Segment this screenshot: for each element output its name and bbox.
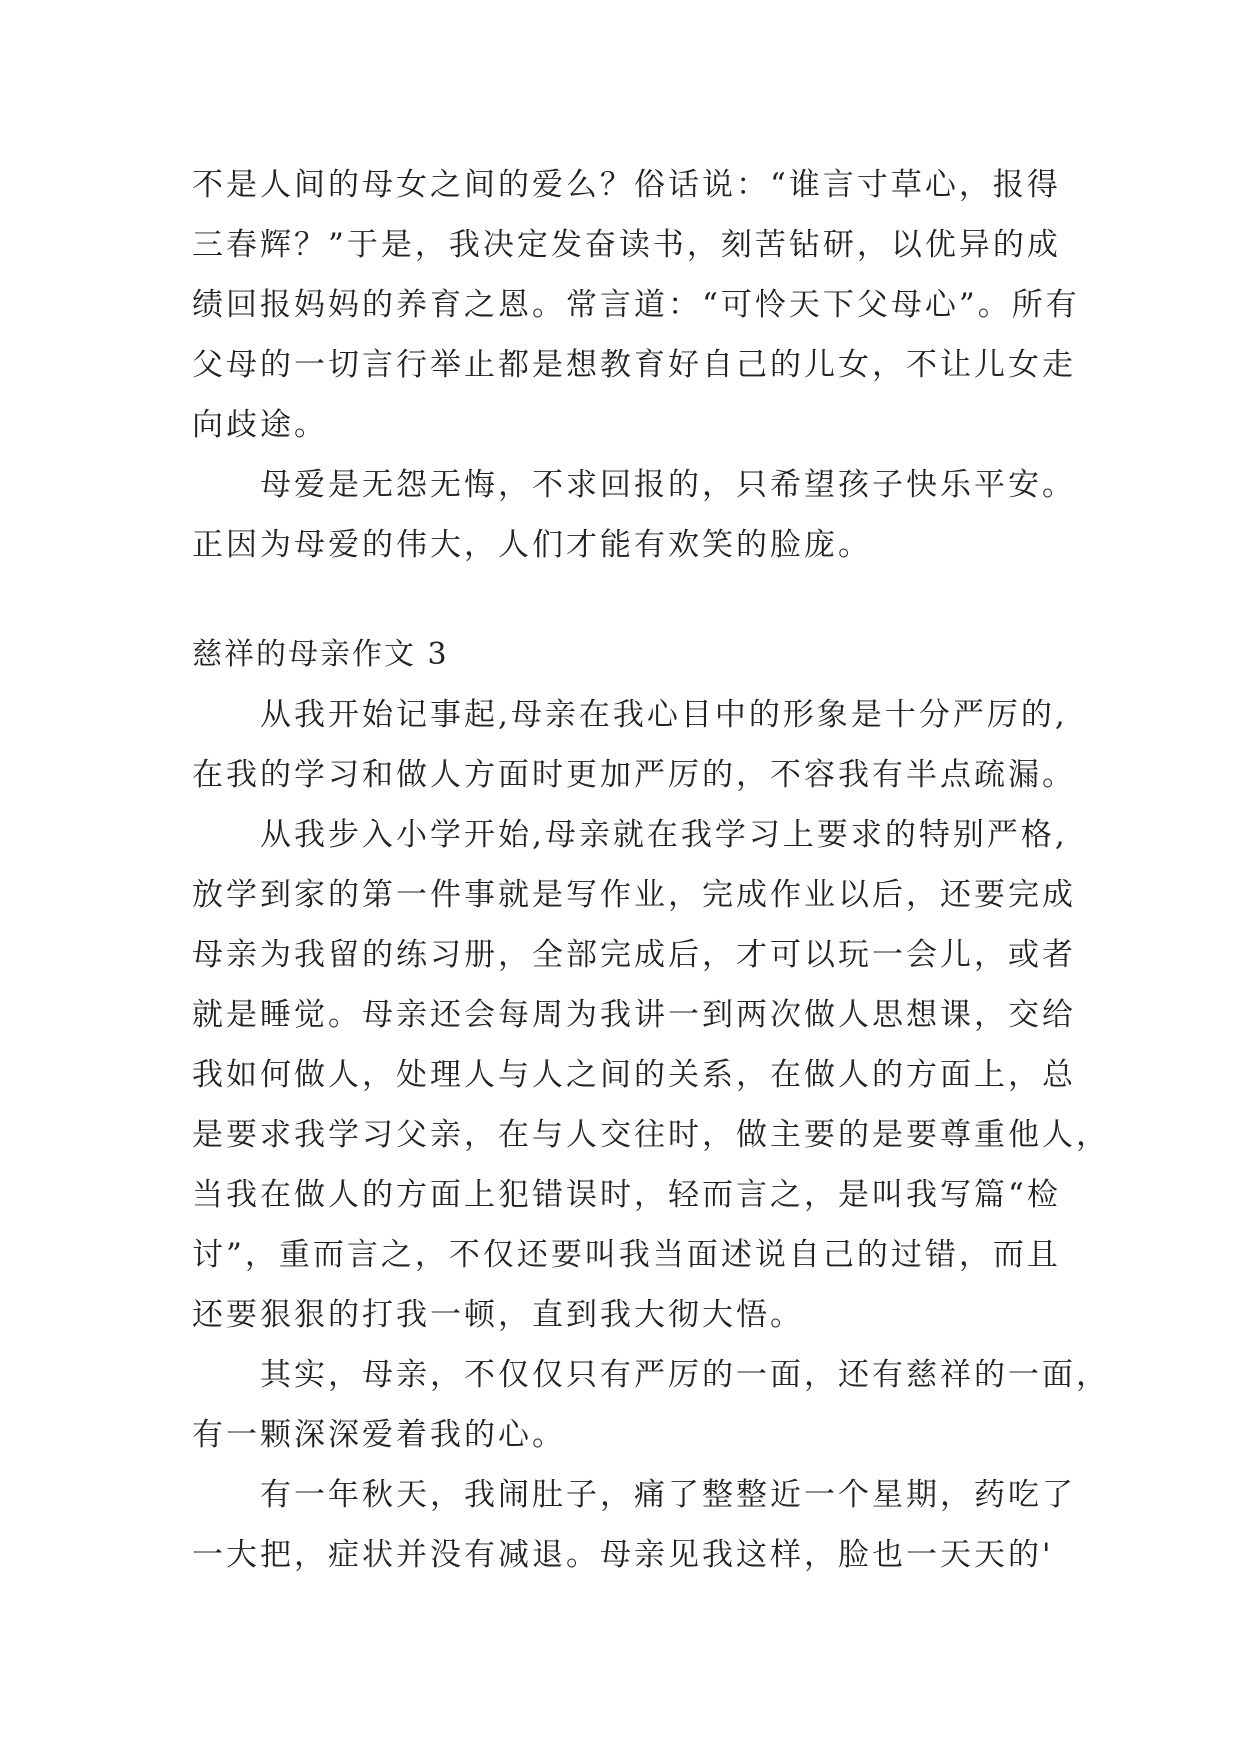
text-line: 是要求我学习父亲，在与人交往时，做主要的是要尊重他人，: [192, 1117, 1110, 1153]
text-line: 有一颗深深爱着我的心。: [192, 1417, 566, 1453]
text-line: 母爱是无怨无悔，不求回报的，只希望孩子快乐平安。: [192, 467, 1076, 503]
paragraph-1: [192, 155, 1080, 455]
text-line: 母亲为我留的练习册，全部完成后，才可以玩一会儿，或者: [192, 937, 1076, 973]
paragraph-4: [192, 805, 1110, 1345]
text-line: 就是睡觉。母亲还会每周为我讲一到两次做人思想课，交给: [192, 997, 1076, 1033]
top-text-block: [192, 155, 1080, 575]
paragraph-6: [192, 1465, 1076, 1585]
bottom-text-block: [192, 685, 1110, 1585]
section-title: 慈祥的母亲作文 3: [192, 637, 449, 672]
text-line: 不是人间的母女之间的爱么？俗话说：“谁言寸草心，报得: [192, 167, 1061, 203]
text-line: 在我的学习和做人方面时更加严厉的，不容我有半点疏漏。: [192, 757, 1076, 793]
text-line: 放学到家的第一件事就是写作业，完成作业以后，还要完成: [192, 877, 1076, 913]
section-title-block: [192, 625, 1072, 685]
paragraph-3: [192, 685, 1076, 805]
text-line: 向歧途。: [192, 407, 328, 443]
text-line: 父母的一切言行举止都是想教育好自己的儿女，不让儿女走: [192, 347, 1076, 383]
text-line: 一大把，症状并没有减退。母亲见我这样，脸也一天天的': [192, 1537, 1054, 1573]
text-line: 绩回报妈妈的养育之恩。常言道：“可怜天下父母心”。所有: [192, 287, 1080, 323]
paragraph-2: [192, 455, 1076, 575]
text-line: 从我步入小学开始,母亲就在我学习上要求的特别严格,: [192, 817, 1068, 853]
text-line: 我如何做人，处理人与人之间的关系，在做人的方面上，总: [192, 1057, 1076, 1093]
text-line: 还要狠狠的打我一顿，直到我大彻大悟。: [192, 1297, 804, 1333]
text-line: 其实，母亲，不仅仅只有严厉的一面，还有慈祥的一面，: [192, 1357, 1110, 1393]
text-line: 讨”，重而言之，不仅还要叫我当面述说自己的过错，而且: [192, 1237, 1061, 1273]
text-line: 有一年秋天，我闹肚子，痛了整整近一个星期，药吃了: [192, 1477, 1076, 1513]
text-line: 当我在做人的方面上犯错误时，轻而言之，是叫我写篇“检: [192, 1177, 1061, 1213]
text-line: 三春辉？”于是，我决定发奋读书，刻苦钻研，以优异的成: [192, 227, 1061, 263]
text-line: 从我开始记事起,母亲在我心目中的形象是十分严厉的,: [192, 697, 1068, 733]
text-line: 正因为母爱的伟大，人们才能有欢笑的脸庞。: [192, 527, 872, 563]
paragraph-5: [192, 1345, 1110, 1465]
